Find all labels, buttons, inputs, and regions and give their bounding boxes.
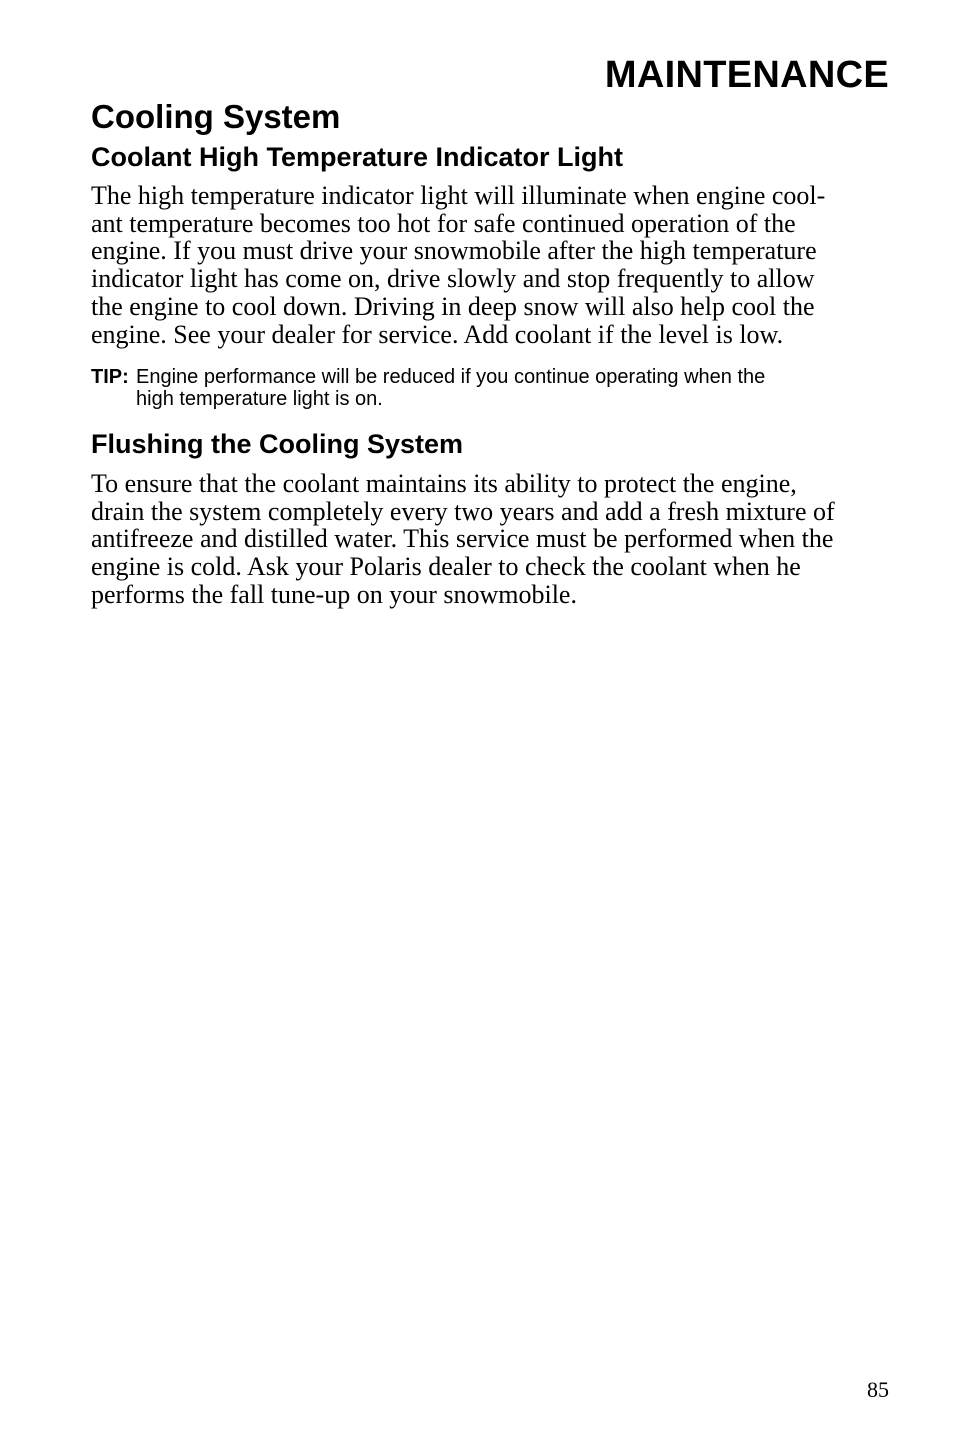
paragraph-line: ant temperature becomes too hot for safe continued operation of the bbox=[91, 208, 796, 238]
subsection-heading-flushing: Flushing the Cooling System bbox=[91, 429, 464, 459]
section-header: MAINTENANCE bbox=[604, 54, 889, 96]
page-number: 85 bbox=[867, 1377, 889, 1402]
subsection-heading-indicator-light: Coolant High Temperature Indicator Light bbox=[91, 142, 624, 172]
paragraph-line: engine. See your dealer for service. Add coolant if the level is low. bbox=[91, 319, 784, 349]
paragraph-line: The high temperature indicator light will illuminate when engine cool- bbox=[91, 181, 826, 210]
paragraph-line: engine. If you must drive your snowmobile after the high temperature bbox=[91, 236, 817, 266]
indicator-light-paragraph bbox=[91, 182, 889, 348]
tip-line: high temperature light is on. bbox=[136, 388, 383, 410]
paragraph-line: antifreeze and distilled water. This service must be performed when the bbox=[91, 524, 834, 554]
paragraph-line: the engine to cool down. Driving in deep snow will also help cool the bbox=[91, 291, 815, 321]
tip-text bbox=[136, 366, 765, 410]
paragraph-line: engine is cold. Ask your Polaris dealer to check the coolant when he bbox=[91, 552, 801, 582]
paragraph-line: indicator light has come on, drive slowly and stop frequently to allow bbox=[91, 264, 815, 294]
tip-line: Engine performance will be reduced if you continue operating when the bbox=[136, 366, 766, 388]
paragraph-line: To ensure that the coolant maintains its ability to protect the engine, bbox=[91, 469, 797, 498]
flushing-paragraph bbox=[91, 470, 889, 609]
tip-label: TIP: bbox=[91, 366, 129, 388]
main-heading: Cooling System bbox=[91, 98, 341, 135]
manual-page bbox=[91, 0, 889, 1454]
paragraph-line: performs the fall tune-up on your snowmobile. bbox=[91, 579, 577, 609]
paragraph-line: drain the system completely every two years and add a fresh mixture of bbox=[91, 496, 835, 526]
